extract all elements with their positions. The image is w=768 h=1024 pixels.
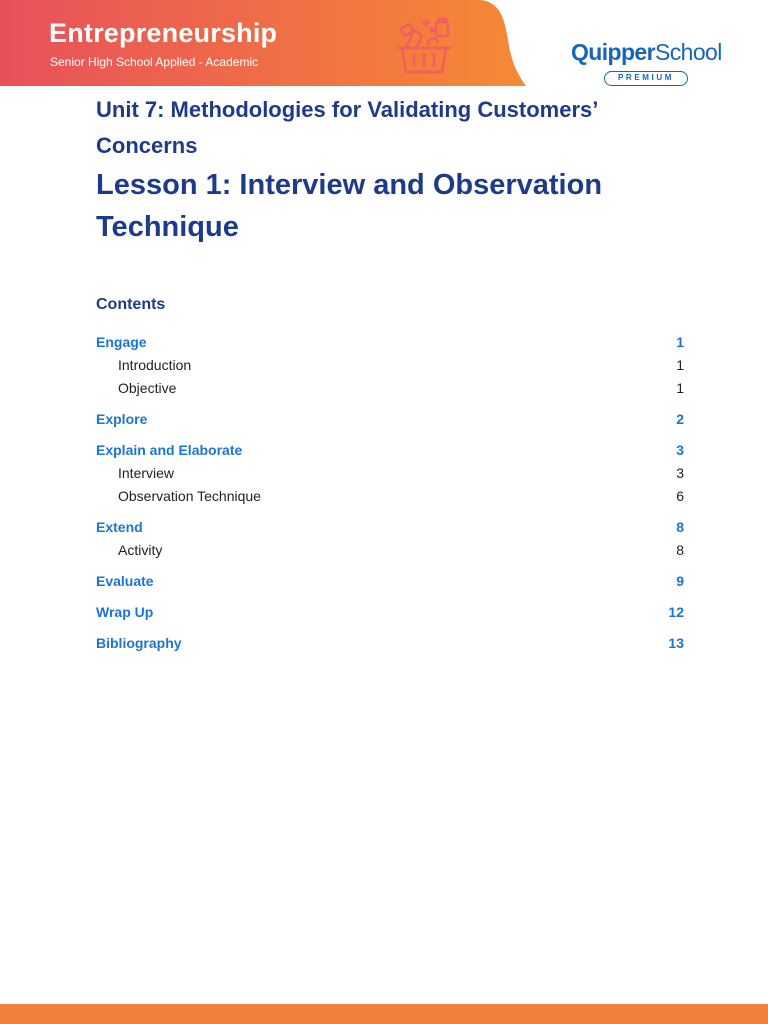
lesson-title: Lesson 1: Interview and Observation Technique bbox=[96, 169, 603, 243]
premium-badge: PREMIUM bbox=[604, 71, 688, 86]
subject-track: Senior High School Applied - Academic bbox=[50, 55, 259, 69]
toc-entry-explore[interactable] bbox=[96, 408, 684, 431]
toc-entry-wrap-up[interactable] bbox=[96, 601, 684, 624]
toc-entry-page: 8 bbox=[676, 519, 684, 535]
toc-entry-label: Explore bbox=[96, 411, 148, 427]
toc-entry-page: 6 bbox=[676, 488, 684, 504]
subject-title: Entrepreneurship bbox=[49, 18, 278, 48]
unit-title: Unit 7: Methodologies for Validating Customers’ Concerns bbox=[96, 97, 598, 158]
toc-entry-explain-and-elaborate[interactable] bbox=[96, 439, 684, 462]
toc-entry-page: 8 bbox=[676, 542, 684, 558]
brand-name: QuipperSchool bbox=[571, 39, 722, 65]
toc-entry-label: Interview bbox=[118, 465, 175, 481]
toc-entry-label: Extend bbox=[96, 519, 143, 535]
toc-entry-engage[interactable] bbox=[96, 331, 684, 354]
toc-entry-objective[interactable] bbox=[96, 377, 684, 400]
footer-bar bbox=[0, 1004, 768, 1024]
toc-entry-extend[interactable] bbox=[96, 516, 684, 539]
toc-entry-observation-technique[interactable] bbox=[96, 485, 684, 508]
toc-entry-label: Bibliography bbox=[96, 635, 182, 651]
toc-entry-label: Activity bbox=[118, 542, 163, 558]
toc-entry-interview[interactable] bbox=[96, 462, 684, 485]
toc-entry-page: 3 bbox=[676, 442, 684, 458]
toc-entry-label: Evaluate bbox=[96, 573, 154, 589]
toc-entry-label: Observation Technique bbox=[118, 488, 261, 504]
toc-entry-page: 3 bbox=[676, 465, 684, 481]
toc-entry-page: 9 bbox=[676, 573, 684, 589]
toc-entry-label: Introduction bbox=[118, 357, 192, 373]
toc-entry-page: 2 bbox=[676, 411, 684, 427]
contents-heading: Contents bbox=[96, 296, 166, 313]
toc-entry-page: 1 bbox=[676, 380, 684, 396]
toc-entry-page: 13 bbox=[668, 635, 684, 651]
toc-entry-page: 1 bbox=[676, 357, 684, 373]
toc-entry-label: Wrap Up bbox=[96, 604, 154, 620]
toc-entry-label: Objective bbox=[118, 380, 177, 396]
toc-entry-label: Engage bbox=[96, 334, 147, 350]
toc-entry-page: 1 bbox=[676, 334, 684, 350]
shopping-basket-icon bbox=[392, 14, 456, 78]
table-of-contents bbox=[96, 331, 684, 655]
toc-entry-label: Explain and Elaborate bbox=[96, 442, 243, 458]
toc-entry-page: 12 bbox=[668, 604, 684, 620]
toc-entry-activity[interactable] bbox=[96, 539, 684, 562]
toc-entry-introduction[interactable] bbox=[96, 354, 684, 377]
toc-entry-evaluate[interactable] bbox=[96, 570, 684, 593]
toc-entry-bibliography[interactable] bbox=[96, 632, 684, 655]
quipper-school-logo bbox=[571, 38, 731, 88]
